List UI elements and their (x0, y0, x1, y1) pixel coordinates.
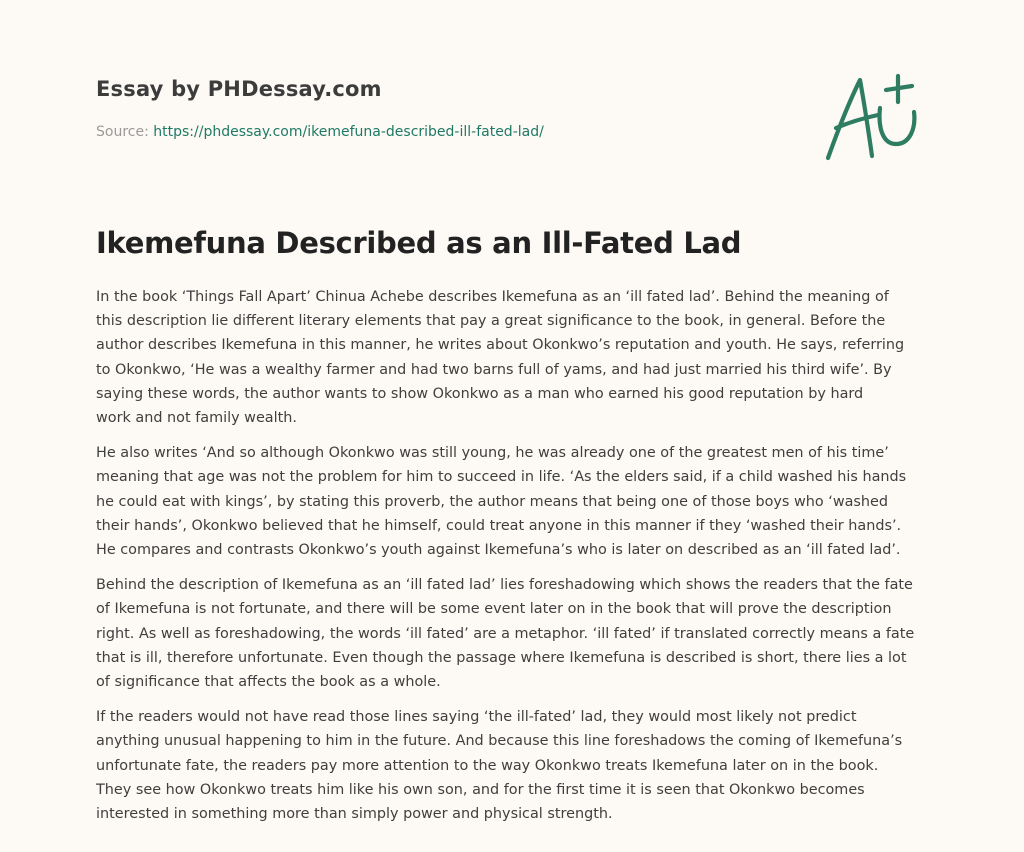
source-label: Source: (96, 124, 154, 140)
source-link[interactable]: https://phdessay.com/ikemefuna-described-ill-fated-lad/ (153, 124, 544, 140)
paragraph: In the book ‘Things Fall Apart’ Chinua Achebe describes Ikemefuna as an ‘ill fated lad’. Behind the meaning of this description lie different literary elements that pay a great significance to the book, in general. Before the author describes Ikemefuna in this manner, he writes about Okonkwo’s reputation and youth. He says, referring to Okonkwo, ‘He was a wealthy farmer and had two barns full of yams, and had just married his third wife’. By saying these words, the author wants to show Okonkwo as a man who earned his good reputation by hard work and not family wealth. (96, 289, 905, 427)
paragraph: If the readers would not have read those lines saying ‘the ill-fated’ lad, they would most likely not predict anything unusual happening to him in the future. And because this line foreshadows the coming of Ikemefuna’s unfortunate fate, the readers pay more attention to the way Okonkwo treats Ikemefuna later on in the book. They see how Okonkwo treats him like his own son, and for the first time it is seen that Okonkwo becomes interested in something more than simply power and physical strength. (96, 709, 903, 823)
a-plus-grade-icon (816, 68, 928, 164)
paragraph: Behind the description of Ikemefuna as an ‘ill fated lad’ lies foreshadowing which shows the readers that the fate of Ikemefuna is not fortunate, and there will be some event later on in the book that will prove the description right. As well as foreshadowing, the words ‘ill fated’ are a metaphor. ‘ill fated’ if translated correctly means a fate that is ill, therefore unfortunate. Even though the passage where Ikemefuna is described is short, there lies a lot of significance that affects the book as a whole. (96, 577, 915, 691)
site-brand: Essay by PHDessay.com (96, 77, 382, 101)
paragraph: He also writes ‘And so although Okonkwo was still young, he was already one of the greatest men of his time’ meaning that age was not the problem for him to succeed in life. ‘As the elders said, if a child washed his hands he could eat with kings’, by stating this proverb, the author means that being one of those boys who ‘washed their hands’, Okonkwo believed that he himself, could treat anyone in this manner if they ‘washed their hands’. He compares and contrasts Okonkwo’s youth against Ikemefuna’s who is later on described as an ‘ill fated lad’. (96, 445, 907, 559)
essay-body (96, 285, 932, 837)
essay-title: Ikemefuna Described as an Ill-Fated Lad (96, 226, 742, 260)
source-line (96, 124, 544, 140)
